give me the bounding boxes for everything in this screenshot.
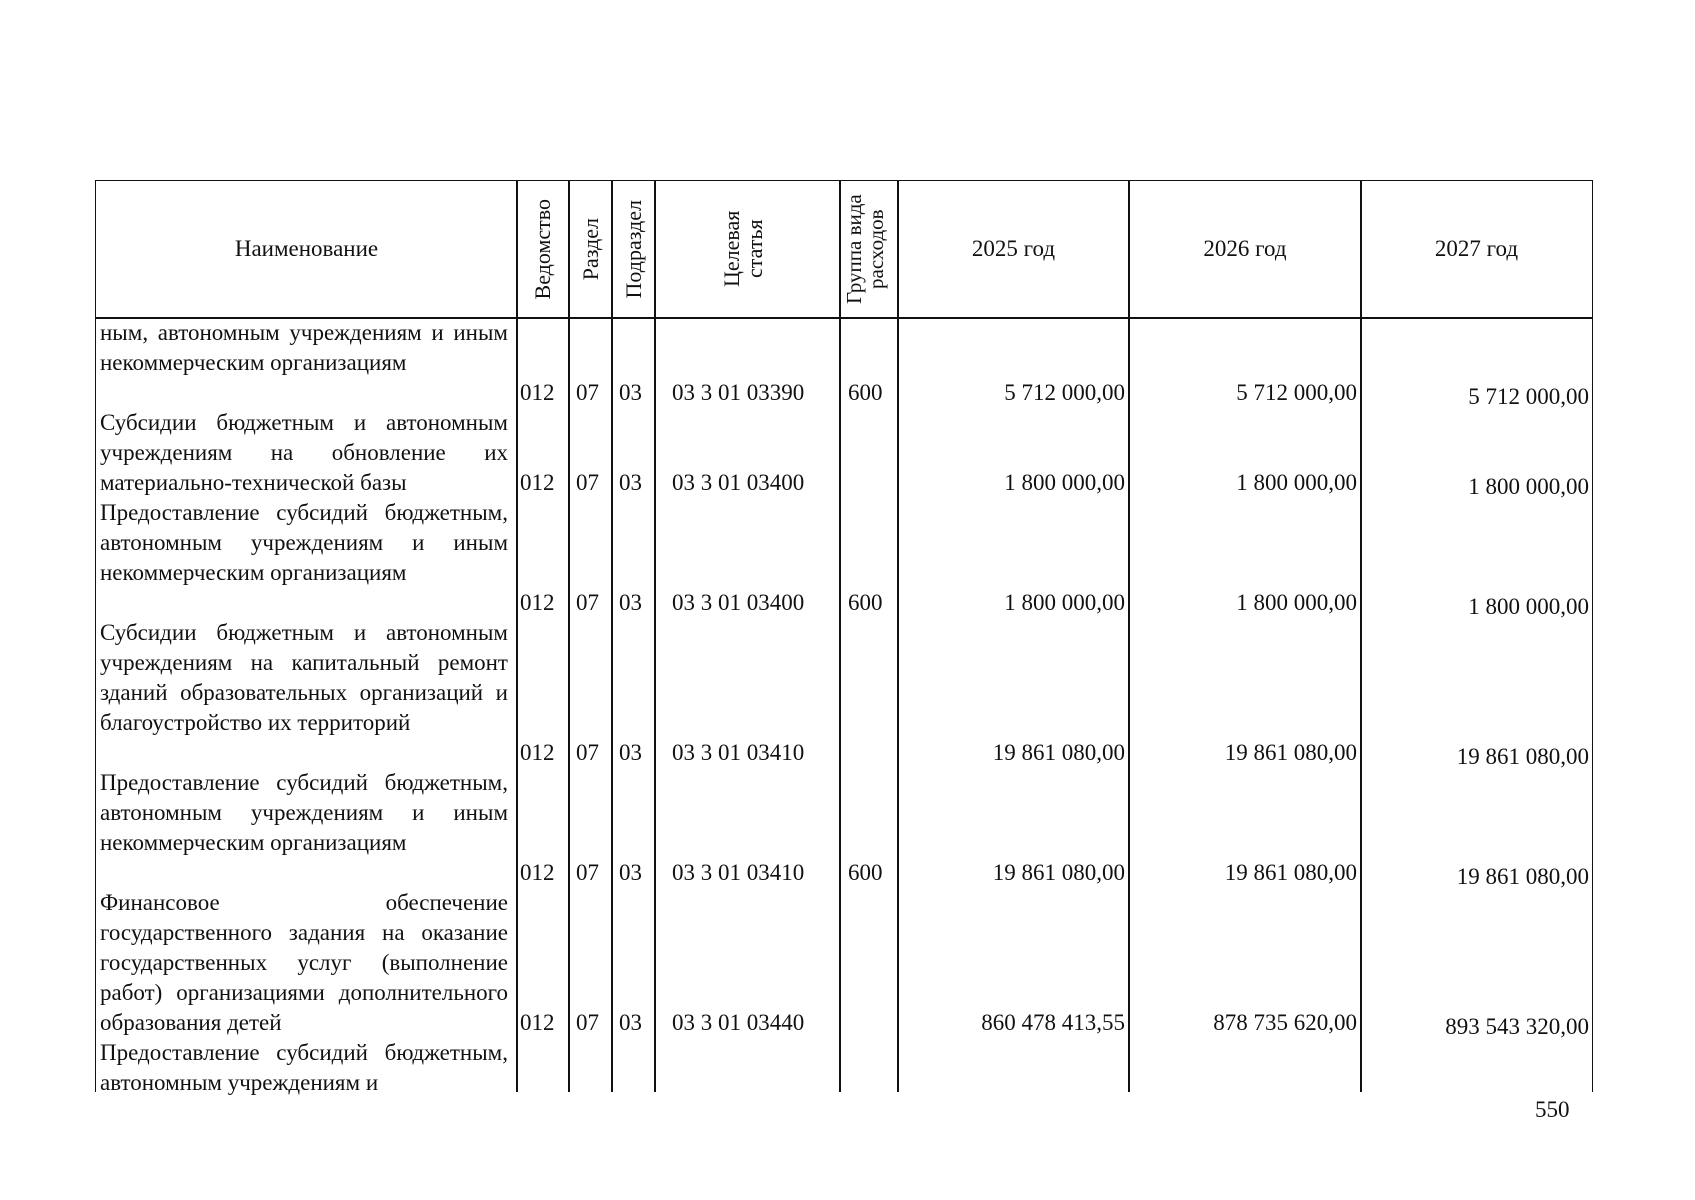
row-ved: 012 bbox=[520, 590, 555, 615]
row-celevaya: 03 3 01 03410 bbox=[672, 740, 805, 765]
row-name: ным, автономным учреждениям и иным некоммерческим организациям bbox=[100, 320, 508, 375]
row-2026: 5 712 000,00 bbox=[1236, 380, 1357, 405]
row-2026: 19 861 080,00 bbox=[1224, 740, 1357, 765]
row-podrazdel: 03 bbox=[619, 380, 642, 405]
header-podrazdel bbox=[613, 182, 654, 316]
header-2026 bbox=[1130, 182, 1360, 316]
row-2027: 893 543 320,00 bbox=[1445, 1014, 1589, 1039]
row-celevaya: 03 3 01 03400 bbox=[672, 470, 805, 495]
row-celevaya: 03 3 01 03400 bbox=[672, 590, 805, 615]
row-2026: 1 800 000,00 bbox=[1236, 470, 1357, 495]
header-vedomstvo bbox=[518, 182, 568, 316]
row-ved: 012 bbox=[520, 740, 555, 765]
header-2025-label: 2025 год bbox=[971, 236, 1056, 261]
header-razdel-label: Раздел bbox=[577, 217, 603, 281]
row-2026: 19 861 080,00 bbox=[1224, 860, 1357, 885]
row-podrazdel: 03 bbox=[619, 470, 642, 495]
header-name-label: Наименование bbox=[234, 236, 379, 261]
row-2027: 19 861 080,00 bbox=[1456, 864, 1589, 889]
header-razdel bbox=[570, 182, 611, 316]
row-celevaya: 03 3 01 03410 bbox=[672, 860, 805, 885]
header-celevaya bbox=[656, 182, 839, 316]
row-2027: 1 800 000,00 bbox=[1468, 474, 1589, 499]
row-2027: 1 800 000,00 bbox=[1468, 594, 1589, 619]
row-name: Предоставление субсидий бюджетным, автономным учреждениям и иным некоммерческим организациям bbox=[100, 770, 508, 855]
row-2026: 1 800 000,00 bbox=[1236, 590, 1357, 615]
header-vedomstvo-label: Ведомство bbox=[530, 198, 556, 300]
row-2025: 860 478 413,55 bbox=[981, 1010, 1125, 1035]
row-2026: 878 735 620,00 bbox=[1213, 1010, 1357, 1035]
row-gruppa: 600 bbox=[848, 860, 883, 885]
row-name: Предоставление субсидий бюджетным, автономным учреждениям и иным некоммерческим организациям bbox=[100, 500, 508, 585]
row-celevaya: 03 3 01 03390 bbox=[672, 380, 805, 405]
row-2027: 5 712 000,00 bbox=[1468, 384, 1589, 409]
row-ved: 012 bbox=[520, 860, 555, 885]
row-gruppa: 600 bbox=[848, 380, 883, 405]
row-podrazdel: 03 bbox=[619, 860, 642, 885]
row-podrazdel: 03 bbox=[619, 1010, 642, 1035]
row-razdel: 07 bbox=[576, 590, 599, 615]
header-name bbox=[97, 182, 516, 316]
row-razdel: 07 bbox=[576, 740, 599, 765]
row-name: Финансовое обеспечение государственного задания на оказание государственных услуг (выполнение работ) организациями дополнительного образования детей bbox=[100, 890, 508, 1035]
row-podrazdel: 03 bbox=[619, 740, 642, 765]
row-name: Субсидии бюджетным и автономным учреждениям на капитальный ремонт зданий образовательных организаций и благоустройство их территорий bbox=[100, 620, 508, 735]
row-2027: 19 861 080,00 bbox=[1456, 744, 1589, 769]
page-number: 550 bbox=[1535, 1097, 1570, 1122]
row-razdel: 07 bbox=[576, 380, 599, 405]
row-name: Предоставление субсидий бюджетным, автономным учреждениям и bbox=[100, 1040, 508, 1095]
row-2025: 1 800 000,00 bbox=[1004, 470, 1125, 495]
header-2027 bbox=[1362, 182, 1591, 316]
row-ved: 012 bbox=[520, 470, 555, 495]
header-gruppa bbox=[841, 182, 897, 316]
header-celevaya-label: Целевая статья bbox=[718, 210, 767, 288]
header-gruppa-label: Группа вида расходов bbox=[842, 194, 889, 304]
header-2025 bbox=[899, 182, 1128, 316]
header-2026-label: 2026 год bbox=[1203, 236, 1287, 261]
row-razdel: 07 bbox=[576, 860, 599, 885]
row-podrazdel: 03 bbox=[619, 590, 642, 615]
header-2027-label: 2027 год bbox=[1434, 236, 1519, 261]
row-ved: 012 bbox=[520, 380, 555, 405]
row-2025: 1 800 000,00 bbox=[1004, 590, 1125, 615]
row-ved: 012 bbox=[520, 1010, 555, 1035]
row-celevaya: 03 3 01 03440 bbox=[672, 1010, 805, 1035]
row-razdel: 07 bbox=[576, 470, 599, 495]
header-podrazdel-label: Подраздел bbox=[620, 199, 646, 299]
row-2025: 19 861 080,00 bbox=[992, 860, 1125, 885]
row-2025: 5 712 000,00 bbox=[1004, 380, 1125, 405]
row-name: Субсидии бюджетным и автономным учреждениям на обновление их материально-технической базы bbox=[100, 410, 508, 495]
row-gruppa: 600 bbox=[848, 590, 883, 615]
row-razdel: 07 bbox=[576, 1010, 599, 1035]
row-2025: 19 861 080,00 bbox=[992, 740, 1125, 765]
